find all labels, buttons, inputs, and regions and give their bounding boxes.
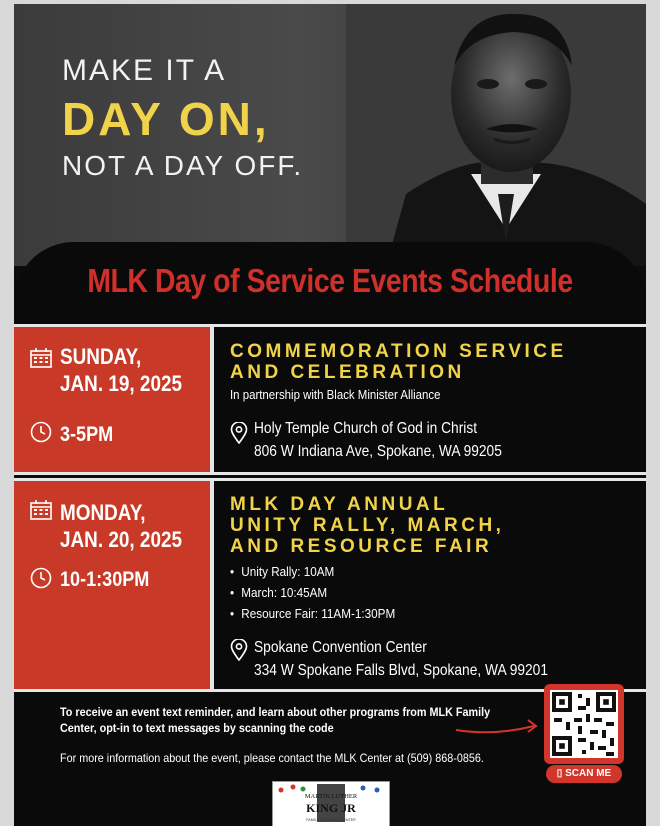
headline-line2: DAY ON, [62,93,270,145]
phone-icon: ▯ [556,768,563,779]
qr-code[interactable] [550,690,618,758]
clock-icon [30,421,52,443]
schedule-title: MLK Day of Service Events Schedule [87,262,573,299]
event-poster [14,4,646,826]
reminder-text-line2: Center, opt-in to text messages by scanning the code [60,721,334,735]
mlk-center-logo [272,781,390,826]
event-date-box [14,327,210,472]
calendar-icon [30,348,52,368]
arrow-right-icon [454,714,542,738]
headline [62,54,303,182]
event-title-line2: UNITY RALLY, MARCH, [230,515,505,536]
event-title-line1: MLK DAY ANNUAL [230,494,449,515]
location-pin-icon [230,422,248,444]
event-date: JAN. 20, 2025 [60,527,183,552]
event-title-line1: COMMEMORATION SERVICE [230,341,567,362]
venue-address: 806 W Indiana Ave, Spokane, WA 99205 [254,443,502,460]
qr-code-icon [550,690,618,758]
event-day: SUNDAY, [60,344,142,369]
event-day: MONDAY, [60,500,146,525]
venue-name: Holy Temple Church of God in Christ [254,420,478,437]
location-pin-icon [230,639,248,661]
list-item: • Resource Fair: 11AM-1:30PM [230,603,395,624]
event-title-line2: AND CELEBRATION [230,362,465,383]
event-monday [14,481,646,689]
calendar-icon [30,500,52,520]
venue-address: 334 W Spokane Falls Blvd, Spokane, WA 99201 [254,662,548,679]
logo-line1: MARTIN LUTHER [304,793,358,800]
schedule-list [230,561,414,624]
venue-name: Spokane Convention Center [254,639,427,656]
list-item: • March: 10:45AM [230,582,395,603]
headline-line1: MAKE IT A [62,54,227,87]
scan-me-badge[interactable] [546,765,622,783]
contact-text: For more information about the event, please contact the MLK Center at (509) 868-0856. [60,751,484,765]
clock-icon [30,567,52,589]
event-partner: In partnership with Black Minister Alliance [230,387,441,402]
logo-graphic [273,782,389,826]
scan-me-label: SCAN ME [565,768,612,779]
divider [14,472,646,475]
event-title-line3: AND RESOURCE FAIR [230,536,493,557]
event-time: 10-1:30PM [60,568,150,591]
event-date-box [14,481,210,689]
column-divider [210,481,214,689]
qr-code-frame[interactable] [544,684,624,764]
mlk-portrait [346,4,646,266]
logo-line2: KING JR [306,801,356,815]
list-item: • Unity Rally: 10AM [230,561,395,582]
event-info [214,327,646,472]
reminder-text-line1: To receive an event text reminder, and learn about other programs from MLK Family [60,705,491,719]
headline-line3: NOT A DAY OFF. [62,150,304,181]
column-divider [210,327,214,472]
event-info [214,481,646,689]
event-time: 3-5PM [60,423,114,446]
hero-banner [14,4,646,266]
event-sunday [14,327,646,472]
logo-line3: FAMILY OUTREACH CENTER [306,818,356,822]
event-date: JAN. 19, 2025 [60,371,183,396]
